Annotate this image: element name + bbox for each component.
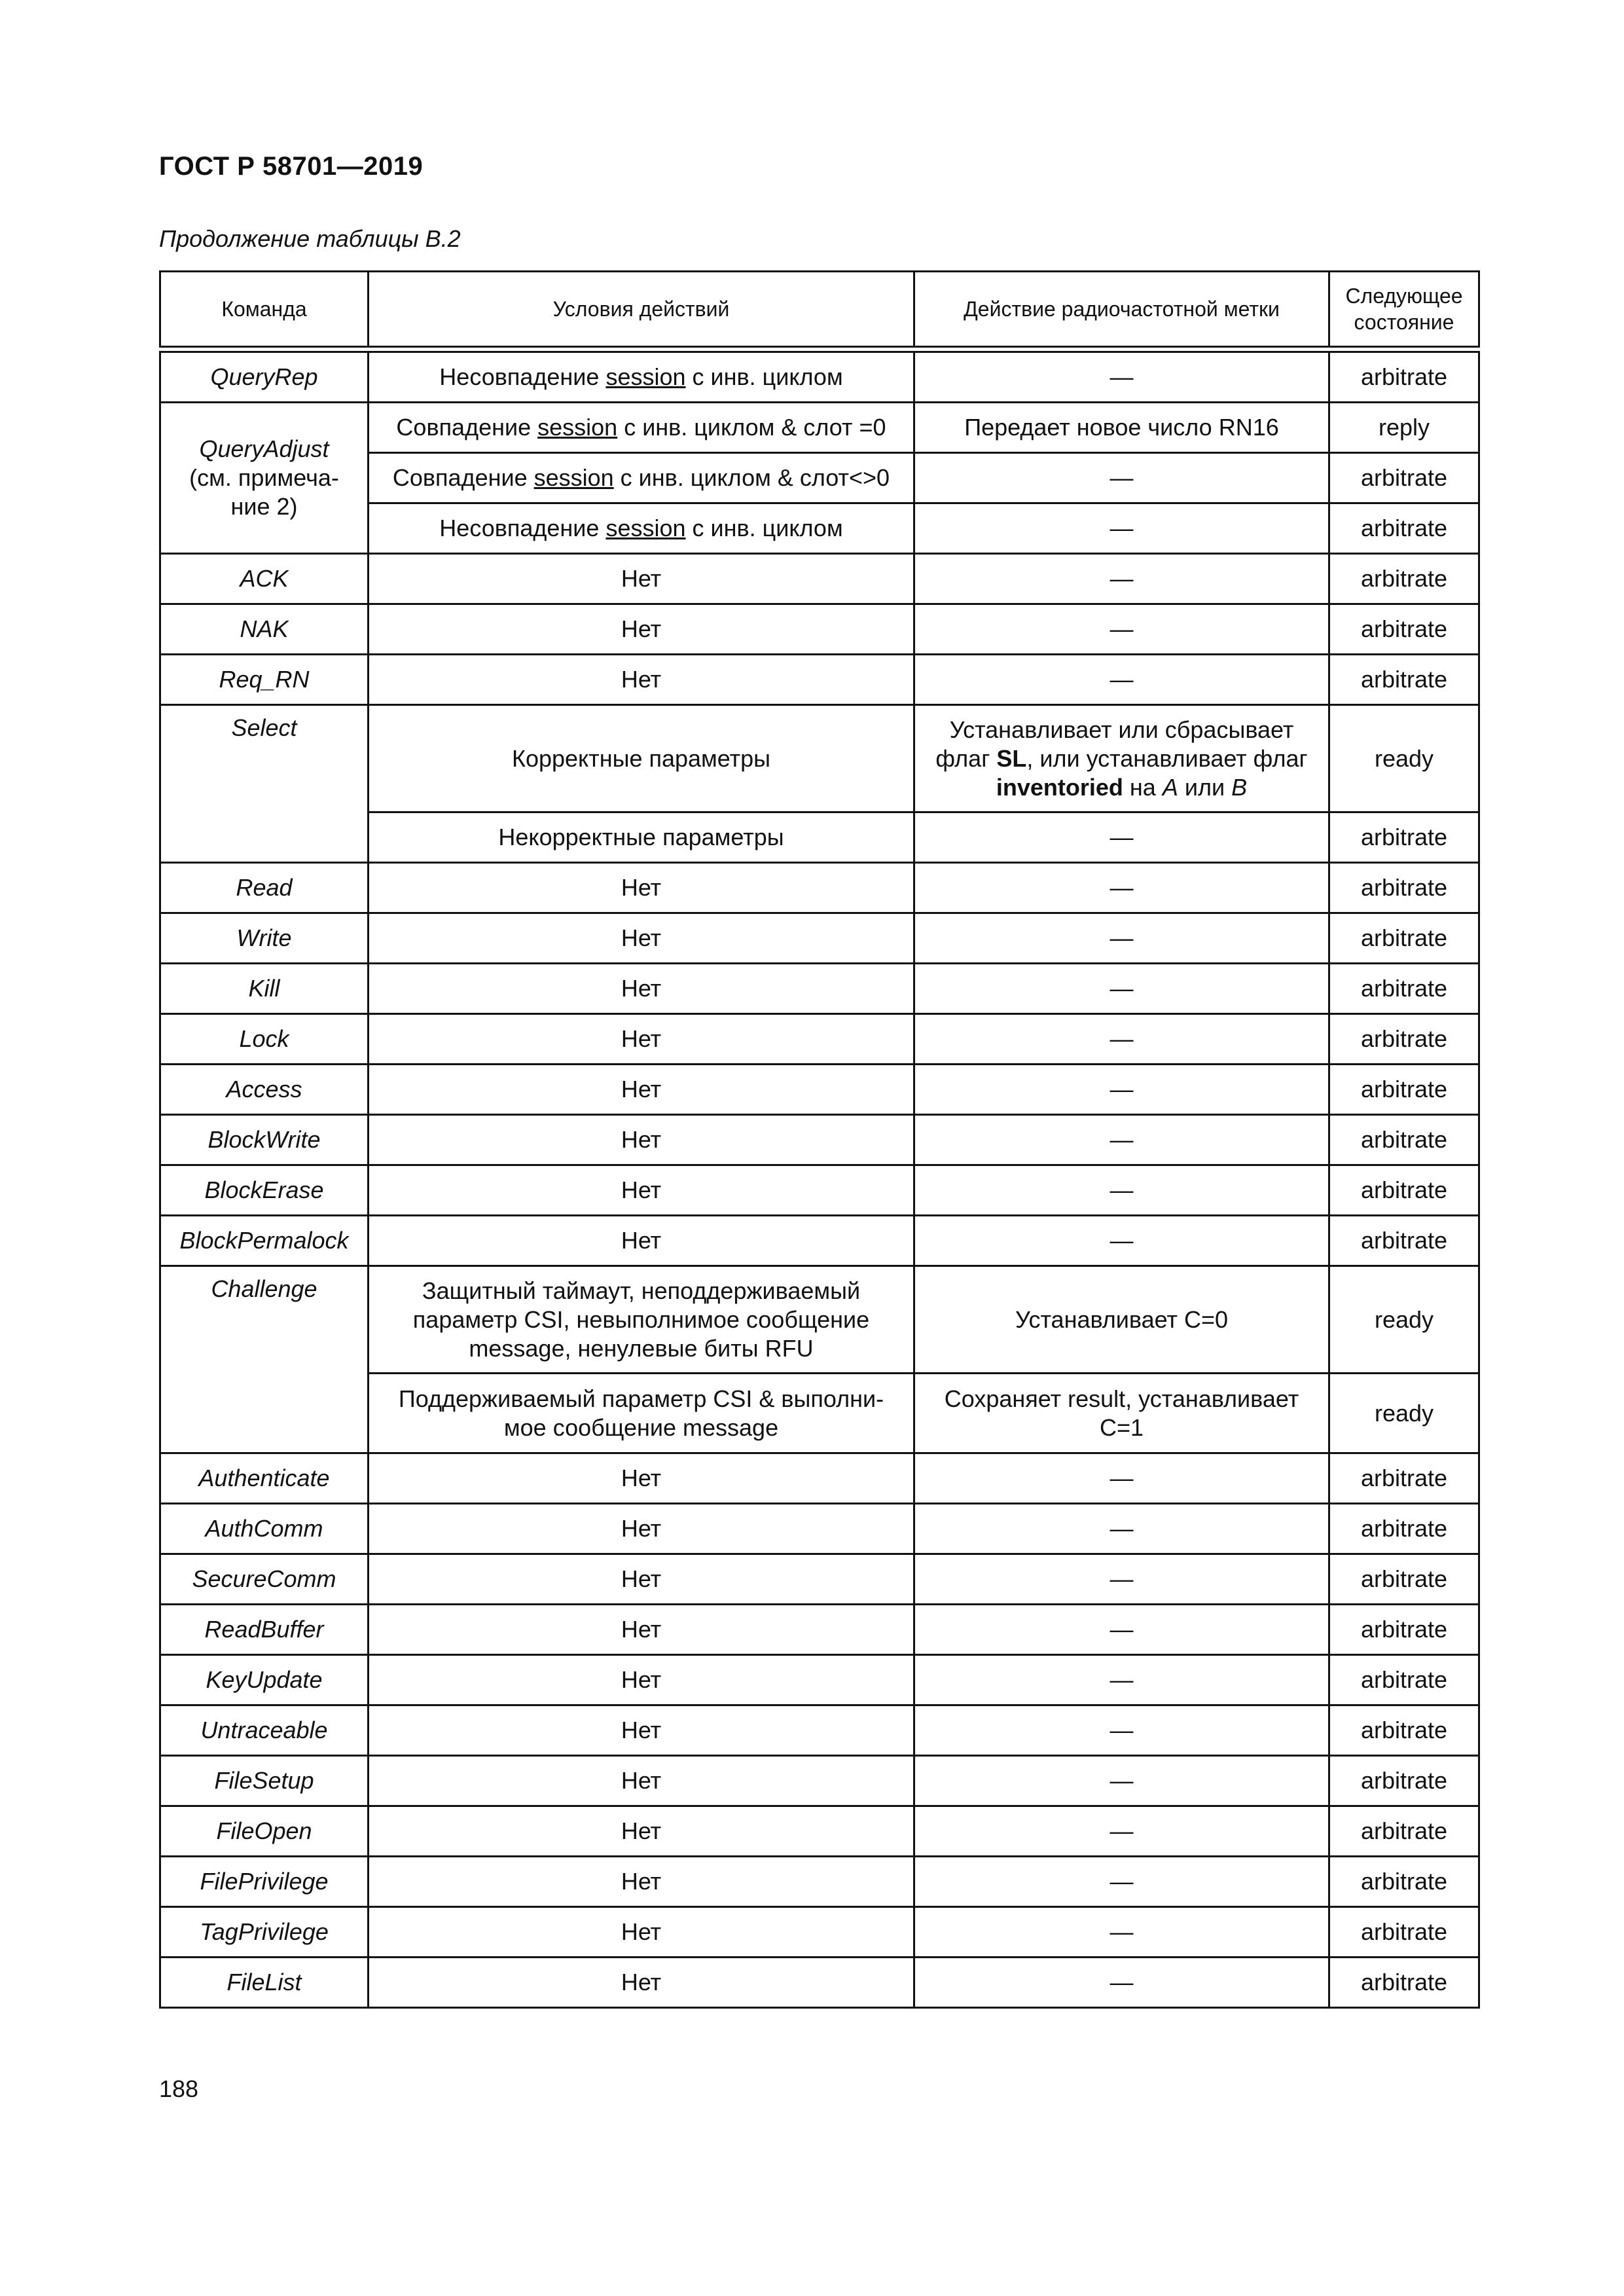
- condition-cell: Нет: [369, 655, 914, 705]
- action-cell: —: [914, 655, 1329, 705]
- action-cell: —: [914, 604, 1329, 655]
- table-row: [160, 1014, 1479, 1065]
- condition-cell: Нет: [369, 863, 914, 913]
- table-row: [160, 1554, 1479, 1605]
- state-cell: arbitrate: [1329, 1453, 1479, 1504]
- command-cell: KeyUpdate: [160, 1655, 369, 1705]
- action-cell: —: [914, 1857, 1329, 1907]
- command-cell: Write: [160, 913, 369, 964]
- condition-cell: Нет: [369, 1453, 914, 1504]
- action-cell: —: [914, 1806, 1329, 1857]
- condition-cell: Нет: [369, 1806, 914, 1857]
- condition-cell: Нет: [369, 604, 914, 655]
- command-cell: NAK: [160, 604, 369, 655]
- command-cell: Select: [160, 705, 369, 863]
- command-cell: QueryAdjust (см. примеча-ние 2): [160, 403, 369, 554]
- table-row: [160, 1756, 1479, 1806]
- command-cell: FileList: [160, 1958, 369, 2008]
- condition-cell: Нет: [369, 1605, 914, 1655]
- action-cell: —: [914, 1216, 1329, 1266]
- action-cell: —: [914, 1115, 1329, 1165]
- table-row: [160, 1907, 1479, 1958]
- page-number: 188: [159, 2075, 199, 2102]
- condition-cell: Совпадение session с инв. циклом & слот =0: [369, 403, 914, 453]
- state-cell: arbitrate: [1329, 352, 1479, 403]
- state-cell: arbitrate: [1329, 1605, 1479, 1655]
- table-row: [160, 913, 1479, 964]
- state-cell: arbitrate: [1329, 1504, 1479, 1554]
- col-header-conditions: Условия действий: [369, 272, 914, 347]
- state-cell: arbitrate: [1329, 863, 1479, 913]
- command-cell: AuthComm: [160, 1504, 369, 1554]
- table-row: [160, 1216, 1479, 1266]
- condition-cell: Некорректные параметры: [369, 812, 914, 863]
- action-cell: —: [914, 1165, 1329, 1216]
- state-cell: arbitrate: [1329, 812, 1479, 863]
- action-cell: —: [914, 1453, 1329, 1504]
- action-cell: —: [914, 1014, 1329, 1065]
- command-cell: Req_RN: [160, 655, 369, 705]
- table-row: [160, 554, 1479, 604]
- table-row: [160, 863, 1479, 913]
- table-row: [160, 604, 1479, 655]
- table-caption: Продолжение таблицы В.2: [159, 225, 461, 252]
- action-cell: —: [914, 1907, 1329, 1958]
- state-cell: arbitrate: [1329, 1216, 1479, 1266]
- command-cell: ACK: [160, 554, 369, 604]
- table-row: [160, 1504, 1479, 1554]
- action-cell: —: [914, 1605, 1329, 1655]
- command-cell: Kill: [160, 964, 369, 1014]
- table-row: [160, 1065, 1479, 1115]
- table-row: [160, 964, 1479, 1014]
- command-cell: Access: [160, 1065, 369, 1115]
- table-row: [160, 1857, 1479, 1907]
- state-cell: arbitrate: [1329, 1907, 1479, 1958]
- condition-cell: Нет: [369, 913, 914, 964]
- table-row: [160, 403, 1479, 453]
- condition-cell: Нет: [369, 554, 914, 604]
- command-cell: BlockPermalock: [160, 1216, 369, 1266]
- state-cell: arbitrate: [1329, 453, 1479, 503]
- condition-cell: Нет: [369, 1165, 914, 1216]
- action-cell: —: [914, 1756, 1329, 1806]
- commands-table: [159, 270, 1480, 2009]
- command-cell: FileSetup: [160, 1756, 369, 1806]
- action-cell: —: [914, 554, 1329, 604]
- condition-cell: Нет: [369, 1065, 914, 1115]
- table-row: [160, 1958, 1479, 2008]
- action-cell: —: [914, 352, 1329, 403]
- state-cell: ready: [1329, 1266, 1479, 1374]
- table-row: [160, 1266, 1479, 1374]
- state-cell: ready: [1329, 1374, 1479, 1453]
- command-cell: Challenge: [160, 1266, 369, 1453]
- condition-cell: Нет: [369, 1655, 914, 1705]
- table-row: [160, 1453, 1479, 1504]
- table-header-row: [160, 272, 1479, 347]
- condition-cell: Нет: [369, 964, 914, 1014]
- command-cell: Authenticate: [160, 1453, 369, 1504]
- condition-cell: Нет: [369, 1958, 914, 2008]
- table-row: [160, 352, 1479, 403]
- state-cell: arbitrate: [1329, 1014, 1479, 1065]
- action-cell: —: [914, 1504, 1329, 1554]
- command-cell: BlockWrite: [160, 1115, 369, 1165]
- condition-cell: Корректные параметры: [369, 705, 914, 812]
- state-cell: arbitrate: [1329, 1806, 1479, 1857]
- action-cell: Устанавливает С=0: [914, 1266, 1329, 1374]
- table-row: [160, 1705, 1479, 1756]
- command-cell: QueryRep: [160, 352, 369, 403]
- command-cell: ReadBuffer: [160, 1605, 369, 1655]
- action-cell: —: [914, 1554, 1329, 1605]
- state-cell: arbitrate: [1329, 1554, 1479, 1605]
- state-cell: ready: [1329, 705, 1479, 812]
- state-cell: arbitrate: [1329, 1756, 1479, 1806]
- action-cell: —: [914, 1958, 1329, 2008]
- state-cell: arbitrate: [1329, 964, 1479, 1014]
- action-cell: Устанавливает или сбрасывает флаг SL, или устанавливает флаг inventoried на A или B: [914, 705, 1329, 812]
- table-row: [160, 1165, 1479, 1216]
- state-cell: arbitrate: [1329, 1705, 1479, 1756]
- condition-cell: Несовпадение session с инв. циклом: [369, 503, 914, 554]
- state-cell: arbitrate: [1329, 1065, 1479, 1115]
- col-header-action: Действие радиочастотной метки: [914, 272, 1329, 347]
- condition-cell: Нет: [369, 1014, 914, 1065]
- command-cell: SecureComm: [160, 1554, 369, 1605]
- command-cell: FileOpen: [160, 1806, 369, 1857]
- col-header-command: Команда: [160, 272, 369, 347]
- action-cell: —: [914, 1705, 1329, 1756]
- action-cell: —: [914, 863, 1329, 913]
- state-cell: arbitrate: [1329, 604, 1479, 655]
- command-cell: TagPrivilege: [160, 1907, 369, 1958]
- table-row: [160, 1806, 1479, 1857]
- document-id: ГОСТ Р 58701—2019: [159, 152, 424, 181]
- table-row: [160, 1115, 1479, 1165]
- condition-cell: Совпадение session с инв. циклом & слот<>0: [369, 453, 914, 503]
- col-header-next-state: Следующее состояние: [1329, 272, 1479, 347]
- action-cell: —: [914, 812, 1329, 863]
- state-cell: arbitrate: [1329, 913, 1479, 964]
- condition-cell: Нет: [369, 1857, 914, 1907]
- state-cell: arbitrate: [1329, 1115, 1479, 1165]
- command-cell: BlockErase: [160, 1165, 369, 1216]
- condition-cell: Нет: [369, 1216, 914, 1266]
- state-cell: arbitrate: [1329, 1165, 1479, 1216]
- state-cell: arbitrate: [1329, 1857, 1479, 1907]
- condition-cell: Нет: [369, 1554, 914, 1605]
- table-row: [160, 655, 1479, 705]
- state-cell: arbitrate: [1329, 655, 1479, 705]
- state-cell: arbitrate: [1329, 1655, 1479, 1705]
- condition-cell: Поддерживаемый параметр CSI & выполни-мое сообщение message: [369, 1374, 914, 1453]
- action-cell: —: [914, 1655, 1329, 1705]
- state-cell: arbitrate: [1329, 1958, 1479, 2008]
- table-row: [160, 1655, 1479, 1705]
- action-cell: —: [914, 964, 1329, 1014]
- condition-cell: Нет: [369, 1115, 914, 1165]
- state-cell: reply: [1329, 403, 1479, 453]
- action-cell: Сохраняет result, устанавливает С=1: [914, 1374, 1329, 1453]
- action-cell: —: [914, 1065, 1329, 1115]
- action-cell: —: [914, 453, 1329, 503]
- condition-cell: Нет: [369, 1907, 914, 1958]
- command-cell: Untraceable: [160, 1705, 369, 1756]
- action-cell: —: [914, 503, 1329, 554]
- state-cell: arbitrate: [1329, 503, 1479, 554]
- condition-cell: Нет: [369, 1504, 914, 1554]
- table-row: [160, 1605, 1479, 1655]
- table-row: [160, 705, 1479, 812]
- condition-cell: Защитный таймаут, неподдерживаемый параметр CSI, невыполнимое сообщение message, ненулевые биты RFU: [369, 1266, 914, 1374]
- command-cell: FilePrivilege: [160, 1857, 369, 1907]
- condition-cell: Нет: [369, 1756, 914, 1806]
- state-cell: arbitrate: [1329, 554, 1479, 604]
- command-cell: Lock: [160, 1014, 369, 1065]
- action-cell: Передает новое число RN16: [914, 403, 1329, 453]
- command-cell: Read: [160, 863, 369, 913]
- condition-cell: Нет: [369, 1705, 914, 1756]
- condition-cell: Несовпадение session с инв. циклом: [369, 352, 914, 403]
- action-cell: —: [914, 913, 1329, 964]
